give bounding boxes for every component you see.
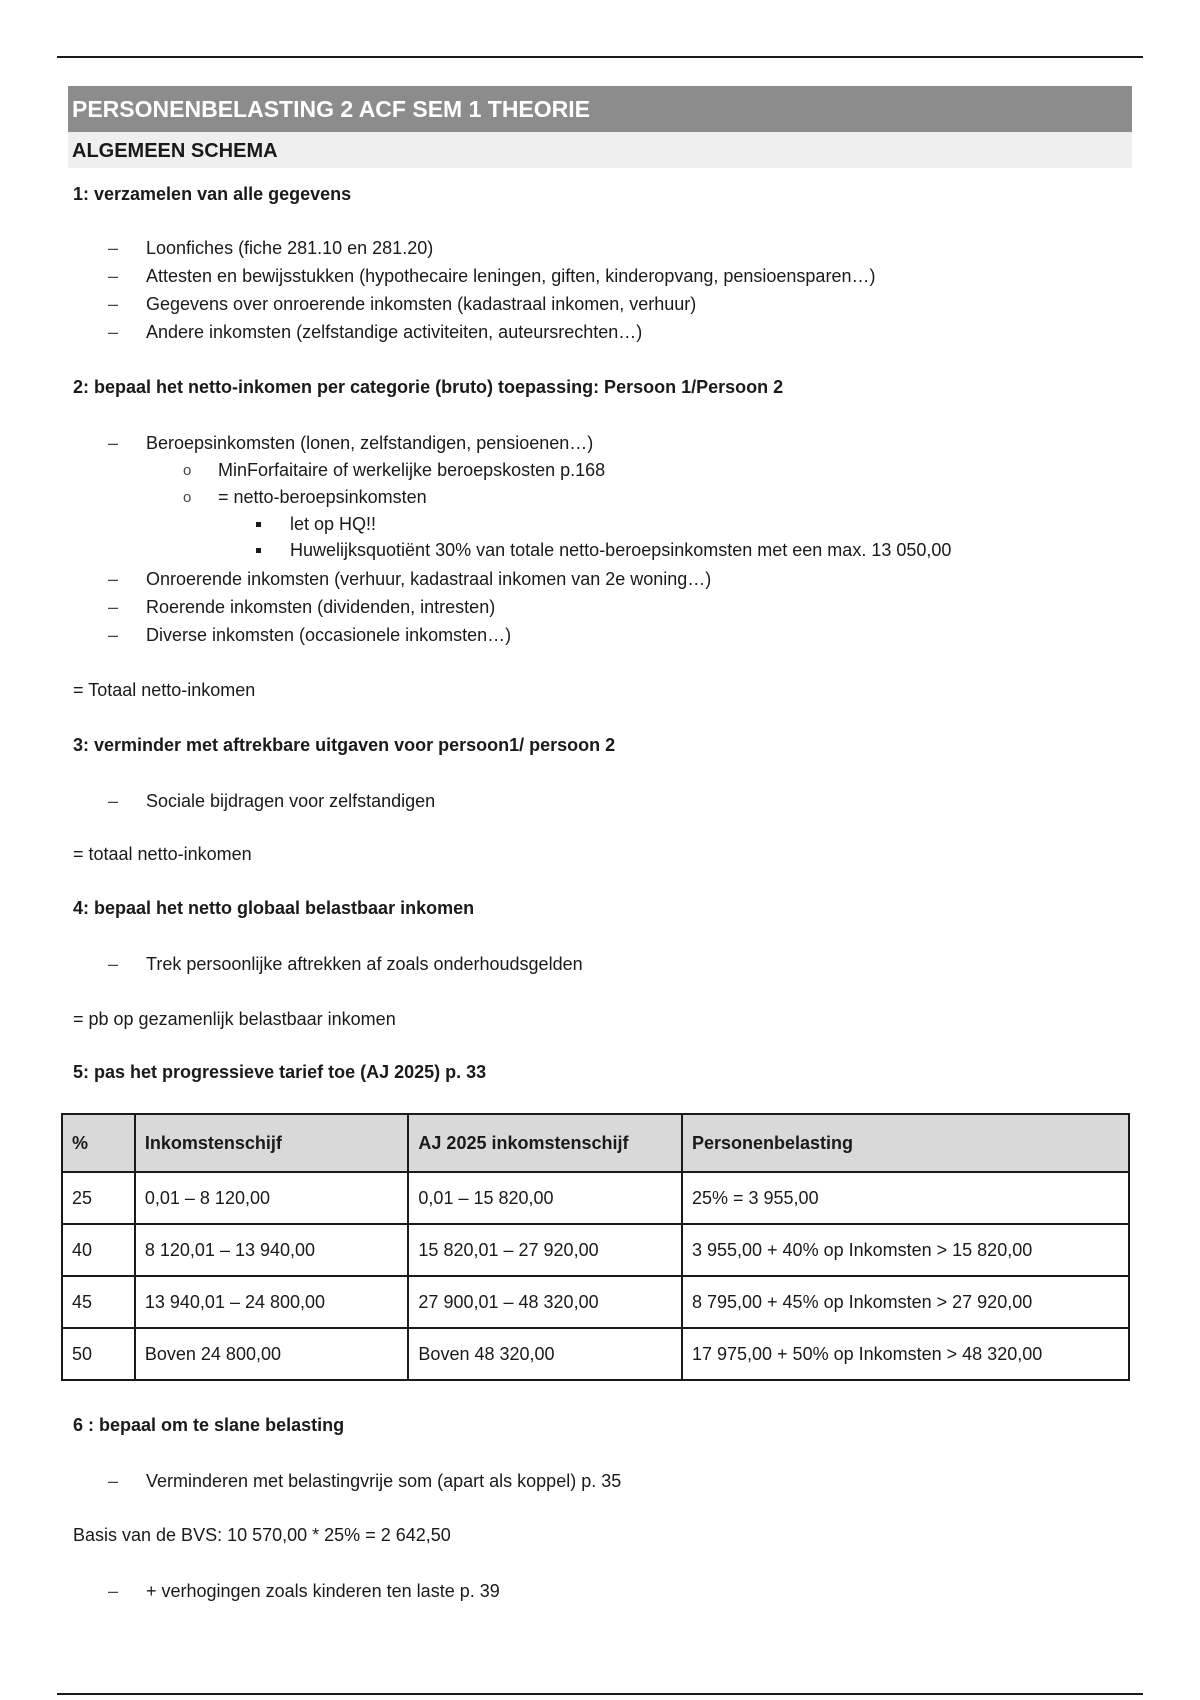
table-cell: 25% = 3 955,00 [682,1172,1129,1224]
list-item: – Loonfiches (fiche 281.10 en 281.20) [70,234,1130,262]
section-title: ALGEMEEN SCHEMA [68,132,1132,168]
list-item: – + verhogingen zoals kinderen ten laste p. 39 [70,1577,1130,1605]
step-3-result: = totaal netto-inkomen [73,844,252,864]
top-rule [57,56,1143,58]
list-item: – Beroepsinkomsten (lonen, zelfstandigen, pensioenen…) [70,429,1130,457]
step-1-heading: 1: verzamelen van alle gegevens [73,184,352,204]
header-inkomstenschijf: Inkomstenschijf [135,1114,409,1172]
table-cell: 15 820,01 – 27 920,00 [408,1224,682,1276]
list-item: – Gegevens over onroerende inkomsten (kadastraal inkomen, verhuur) [70,290,1130,318]
step-2-list-other [70,565,1130,649]
step-2-subsublist [70,511,1130,563]
table-cell: 25 [62,1172,135,1224]
table-cell: 8 120,01 – 13 940,00 [135,1224,409,1276]
step-6-list-2 [70,1577,1130,1605]
page-title: PERSONENBELASTING 2 ACF SEM 1 THEORIE [68,86,1132,132]
table-row [62,1172,1129,1224]
list-item: – Attesten en bewijsstukken (hypothecaire leningen, giften, kinderopvang, pensioensparen…) [70,262,1130,290]
step-4-result: = pb op gezamenlijk belastbaar inkomen [73,1009,396,1029]
step-1-list [70,234,1130,346]
table-cell: 0,01 – 15 820,00 [408,1172,682,1224]
bottom-rule [57,1693,1143,1695]
list-item: o MinForfaitaire of werkelijke beroepskosten p.168 [70,457,1130,484]
list-item: Huwelijksquotiënt 30% van totale netto-beroepsinkomsten met een max. 13 050,00 [70,537,1130,563]
step-6-heading: 6 : bepaal om te slane belasting [73,1415,345,1435]
tax-rate-table [61,1113,1130,1381]
table-cell: 3 955,00 + 40% op Inkomsten > 15 820,00 [682,1224,1129,1276]
table-cell: 50 [62,1328,135,1380]
table-cell: 0,01 – 8 120,00 [135,1172,409,1224]
list-item: – Roerende inkomsten (dividenden, intresten) [70,593,1130,621]
table-cell: 45 [62,1276,135,1328]
header-percent: % [62,1114,135,1172]
step-3-heading: 3: verminder met aftrekbare uitgaven voor persoon1/ persoon 2 [73,735,616,755]
table-header-row [62,1114,1129,1172]
step-4-list [70,950,1130,978]
list-item: o = netto-beroepsinkomsten [70,484,1130,511]
step-4-heading: 4: bepaal het netto globaal belastbaar inkomen [73,898,475,918]
step-3-list [70,787,1130,815]
step-5-heading: 5: pas het progressieve tarief toe (AJ 2025) p. 33 [73,1062,487,1082]
list-item: – Verminderen met belastingvrije som (apart als koppel) p. 35 [70,1467,1130,1495]
table-row [62,1328,1129,1380]
table-cell: 27 900,01 – 48 320,00 [408,1276,682,1328]
list-item: – Sociale bijdragen voor zelfstandigen [70,787,1130,815]
table-cell: 13 940,01 – 24 800,00 [135,1276,409,1328]
table-cell: 40 [62,1224,135,1276]
header-aj2025: AJ 2025 inkomstenschijf [408,1114,682,1172]
list-item: – Diverse inkomsten (occasionele inkomsten…) [70,621,1130,649]
step-2-heading: 2: bepaal het netto-inkomen per categorie (bruto) toepassing: Persoon 1/Persoon 2 [73,377,784,397]
bvs-basis: Basis van de BVS: 10 570,00 * 25% = 2 642,50 [73,1525,451,1545]
step-6-list [70,1467,1130,1495]
list-item: – Onroerende inkomsten (verhuur, kadastraal inkomen van 2e woning…) [70,565,1130,593]
list-item: let op HQ!! [70,511,1130,537]
table-cell: Boven 48 320,00 [408,1328,682,1380]
table-cell: 8 795,00 + 45% op Inkomsten > 27 920,00 [682,1276,1129,1328]
table-row [62,1276,1129,1328]
list-item: – Trek persoonlijke aftrekken af zoals onderhoudsgelden [70,950,1130,978]
document-body [70,86,1132,168]
list-item: – Andere inkomsten (zelfstandige activiteiten, auteursrechten…) [70,318,1130,346]
step-2-sublist [70,457,1130,511]
table-cell: 17 975,00 + 50% op Inkomsten > 48 320,00 [682,1328,1129,1380]
step-2-result: = Totaal netto-inkomen [73,680,256,700]
table-row [62,1224,1129,1276]
table-cell: Boven 24 800,00 [135,1328,409,1380]
header-personenbelasting: Personenbelasting [682,1114,1129,1172]
step-2-list [70,429,1130,457]
